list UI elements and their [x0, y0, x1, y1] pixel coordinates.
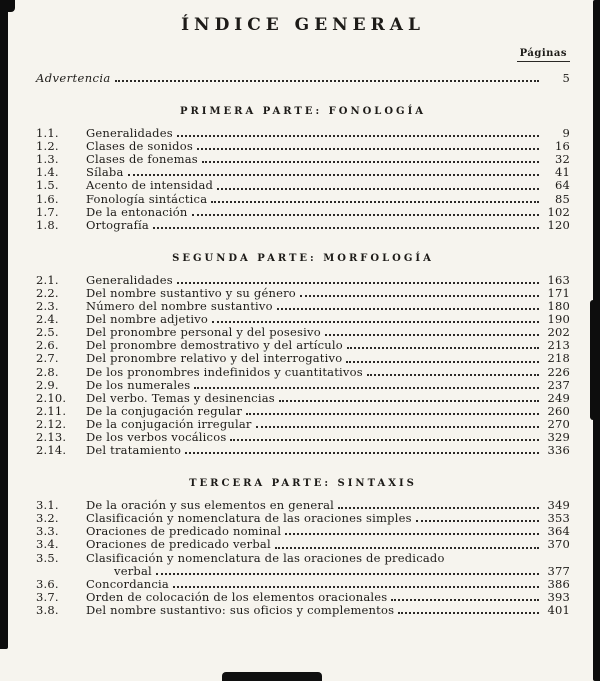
page-number: 190: [547, 312, 570, 327]
entry-number: 2.7.: [36, 351, 59, 366]
entry-number: 2.10.: [36, 390, 67, 405]
toc-entry: [36, 552, 570, 565]
entry-number: 1.6.: [36, 191, 59, 206]
dot-leader: [177, 282, 539, 284]
toc-section: [36, 478, 570, 617]
entry-label: Del nombre sustantivo y su género: [86, 285, 296, 300]
entry-number: 2.2.: [36, 285, 59, 300]
entry-number: 1.2.: [36, 139, 59, 154]
entry-label: Clases de fonemas: [86, 152, 198, 167]
toc-entry: [36, 538, 570, 551]
entry-number: 2.6.: [36, 338, 59, 353]
dot-leader: [156, 573, 539, 575]
page-number: 213: [547, 338, 570, 353]
entry-label: Generalidades: [86, 126, 173, 141]
dot-leader: [153, 227, 539, 229]
dot-leader: [128, 174, 539, 176]
toc-entry: [36, 193, 570, 206]
page-number: 237: [547, 377, 570, 392]
scan-artifact-bottom-mark: [222, 672, 322, 681]
dot-leader: [212, 321, 539, 323]
entry-label: De la conjugación irregular: [86, 416, 252, 431]
page-number: 16: [554, 139, 570, 154]
entry-label: Orden de colocación de los elementos oracionales: [86, 589, 388, 604]
entry-label: Del nombre adjetivo: [86, 312, 209, 327]
page-number: 370: [547, 537, 570, 552]
page-number: 171: [547, 285, 570, 300]
entry-number: 1.5.: [36, 178, 59, 193]
dot-leader: [325, 334, 539, 336]
entry-label: Del verbo. Temas y desinencias: [86, 390, 275, 405]
entry-number: 2.14.: [36, 443, 67, 458]
entry-number: 3.2.: [36, 511, 59, 526]
dot-leader: [285, 533, 539, 535]
entry-number: 1.8.: [36, 217, 59, 232]
entry-label: Del pronombre personal y del posesivo: [86, 325, 321, 340]
page-number: 180: [547, 299, 570, 314]
page-title: ÍNDICE GENERAL: [181, 15, 425, 35]
dot-leader: [230, 439, 539, 441]
toc-entry: [36, 366, 570, 379]
entry-number: 1.3.: [36, 152, 59, 167]
entry-label: Sílaba: [86, 165, 124, 180]
dot-leader: [398, 612, 539, 614]
entry-number: 3.8.: [36, 602, 59, 617]
dot-leader: [246, 413, 539, 415]
page-number: 270: [547, 416, 570, 431]
page-number: 5: [562, 71, 570, 85]
toc-section: [36, 253, 570, 457]
entry-number: 2.11.: [36, 403, 67, 418]
dot-leader: [115, 80, 539, 82]
entry-label: De los verbos vocálicos: [86, 429, 227, 444]
entry-label: De la oración y sus elementos en general: [86, 498, 335, 513]
page-number: 202: [547, 325, 570, 340]
toc-entry: [36, 418, 570, 431]
entry-label: Acento de intensidad: [86, 178, 214, 193]
page-number: 102: [547, 204, 570, 219]
entry-number: 2.1.: [36, 272, 59, 287]
toc-entry: [36, 274, 570, 287]
entry-number: 2.5.: [36, 325, 59, 340]
section-heading: SEGUNDA PARTE: MORFOLOGÍA: [172, 252, 434, 264]
page-number: 336: [547, 443, 570, 458]
page-number: 218: [547, 351, 570, 366]
entry-label: Del tratamiento: [86, 443, 182, 458]
entry-label: Fonología sintáctica: [86, 191, 208, 206]
dot-leader: [391, 599, 539, 601]
page-number: 226: [547, 364, 570, 379]
dot-leader: [192, 214, 539, 216]
entry-label: Número del nombre sustantivo: [86, 299, 273, 314]
page-number: 401: [547, 602, 570, 617]
dot-leader: [347, 347, 539, 349]
page-number: 32: [554, 152, 570, 167]
entry-number: 2.3.: [36, 299, 59, 314]
entry-label: Oraciones de predicado nominal: [86, 524, 282, 539]
page-number: 41: [554, 165, 570, 180]
toc-section: [36, 106, 570, 232]
page-number: 364: [547, 524, 570, 539]
page-number: 9: [562, 126, 570, 141]
entry-label: Clasificación y nomenclatura de las oraciones simples: [86, 511, 412, 526]
entry-label: Oraciones de predicado verbal: [86, 537, 271, 552]
entry-label: De la entonación: [86, 204, 188, 219]
dot-leader: [338, 507, 539, 509]
section-heading: PRIMERA PARTE: FONOLOGÍA: [179, 106, 427, 118]
toc-entry: [36, 591, 570, 604]
toc-entry: [36, 444, 570, 457]
entry-label: Generalidades: [86, 272, 173, 287]
dot-leader: [279, 400, 539, 402]
dot-leader: [275, 547, 539, 549]
page-number: 85: [554, 191, 570, 206]
page-number: 353: [547, 511, 570, 526]
pages-column-header: Páginas: [517, 48, 570, 62]
dot-leader: [416, 520, 539, 522]
entry-label: De los numerales: [86, 377, 191, 392]
toc-entry: [36, 206, 570, 219]
toc-entry: [36, 405, 570, 418]
dot-leader: [177, 135, 539, 137]
toc-entry: [36, 179, 570, 192]
dot-leader: [277, 308, 539, 310]
toc-entry: [36, 219, 570, 232]
toc-entry: [36, 352, 570, 365]
entry-label: Del pronombre demostrativo y del artículo: [86, 338, 343, 353]
entry-number: 2.9.: [36, 377, 59, 392]
page-number: 163: [547, 272, 570, 287]
entry-number: 1.7.: [36, 204, 59, 219]
dot-leader: [211, 201, 539, 203]
toc-entry-continuation: [36, 565, 570, 578]
page-number: 260: [547, 403, 570, 418]
entry-number: 1.4.: [36, 165, 59, 180]
page-number: 64: [554, 178, 570, 193]
pages-header-row: [36, 41, 570, 62]
entry-label: Del pronombre relativo y del interrogativo: [86, 351, 343, 366]
toc-entry: [36, 379, 570, 392]
dot-leader: [185, 452, 539, 454]
entry-number: 3.7.: [36, 589, 59, 604]
dot-leader: [217, 188, 539, 190]
entry-label: Clasificación y nomenclatura de las oraciones de predicado: [86, 550, 445, 565]
page-number: 120: [547, 217, 570, 232]
dot-leader: [197, 148, 539, 150]
page-number: 349: [547, 498, 570, 513]
toc-entry-advertencia: [36, 72, 570, 85]
entry-label: Ortografía: [86, 217, 149, 232]
dot-leader: [202, 161, 539, 163]
page-number: 377: [547, 563, 570, 578]
page-number: 393: [547, 589, 570, 604]
entry-number: 2.4.: [36, 312, 59, 327]
entry-label: Advertencia: [36, 71, 111, 85]
dot-leader: [300, 295, 539, 297]
dot-leader: [173, 586, 539, 588]
dot-leader: [194, 387, 539, 389]
toc-sections: [36, 106, 570, 617]
entry-label: Clases de sonidos: [86, 139, 193, 154]
toc-entry: [36, 392, 570, 405]
toc-entry: [36, 604, 570, 617]
entry-number: 3.6.: [36, 576, 59, 591]
entry-number: 1.1.: [36, 126, 59, 141]
entry-number: 2.13.: [36, 429, 67, 444]
entry-number: 3.1.: [36, 498, 59, 513]
page-number: 386: [547, 576, 570, 591]
entry-number: 3.5.: [36, 550, 59, 565]
entry-number: 2.12.: [36, 416, 67, 431]
entry-number: 2.8.: [36, 364, 59, 379]
entry-label: De los pronombres indefinidos y cuantitativos: [86, 364, 363, 379]
page-number: 329: [547, 429, 570, 444]
entry-number: 3.4.: [36, 537, 59, 552]
entry-label: De la conjugación regular: [86, 403, 243, 418]
entry-number: 3.3.: [36, 524, 59, 539]
dot-leader: [346, 361, 539, 363]
dot-leader: [256, 426, 539, 428]
toc-entry: [36, 578, 570, 591]
entry-label: Concordancia: [86, 576, 169, 591]
page-number: 249: [547, 390, 570, 405]
dot-leader: [367, 374, 539, 376]
entry-label-continued: verbal: [114, 563, 152, 578]
entry-label: Del nombre sustantivo: sus oficios y complementos: [86, 602, 395, 617]
section-heading: TERCERA PARTE: SINTAXIS: [189, 478, 417, 490]
